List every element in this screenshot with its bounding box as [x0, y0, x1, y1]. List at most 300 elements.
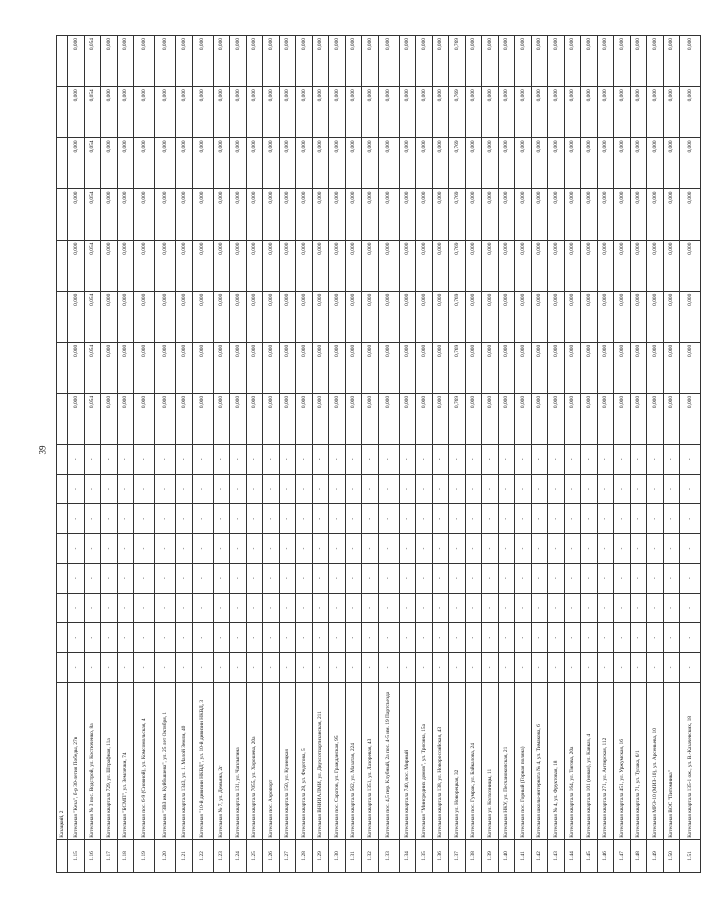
empty-cell	[57, 593, 68, 623]
empty-cell: -	[134, 653, 155, 683]
empty-cell: -	[680, 534, 701, 564]
value-cell: 0,769	[449, 189, 466, 240]
empty-cell: -	[515, 593, 532, 623]
empty-cell: -	[230, 653, 247, 683]
value-cell: 0,000	[134, 87, 155, 138]
row-number: 1.15	[68, 839, 85, 872]
empty-cell: -	[449, 563, 466, 593]
empty-cell: -	[498, 623, 515, 653]
empty-cell: -	[498, 593, 515, 623]
value-cell: 0,000	[548, 240, 565, 291]
value-cell: 0,000	[101, 36, 118, 87]
table-row	[498, 36, 515, 873]
value-cell: 0,000	[647, 36, 664, 87]
empty-cell: -	[176, 474, 193, 504]
value-cell: 0,000	[465, 240, 482, 291]
empty-cell: -	[279, 563, 296, 593]
empty-cell: -	[647, 474, 664, 504]
empty-cell: -	[630, 653, 647, 683]
value-cell: 0,000	[680, 342, 701, 393]
value-cell: 0,000	[68, 138, 85, 189]
empty-cell: -	[465, 445, 482, 475]
value-cell: 0,000	[230, 342, 247, 393]
value-cell: 0,000	[680, 393, 701, 444]
value-cell: 0,000	[378, 87, 399, 138]
empty-cell: -	[312, 623, 329, 653]
row-number: 1.36	[432, 839, 449, 872]
source-name: Котельная квартала 1343, ул. 1. Малой Земли, 40	[176, 682, 193, 839]
value-cell: 0,000	[482, 138, 499, 189]
empty-cell: -	[192, 534, 213, 564]
empty-cell: -	[378, 474, 399, 504]
value-cell: 0,000	[416, 342, 433, 393]
source-name: Котельная МРЭ-10 (МИЗ-10), ул. Арсеньева, 10	[647, 682, 664, 839]
source-name: Котельная № 7, ул. Демьяна, 2г	[213, 682, 230, 839]
value-cell: 0,000	[465, 87, 482, 138]
row-number: 1.22	[192, 839, 213, 872]
table-row	[564, 36, 581, 873]
table-row	[482, 36, 499, 873]
empty-cell: -	[134, 593, 155, 623]
empty-cell: -	[263, 623, 280, 653]
source-name: Котельная пос. Горный (Горная поляна)	[515, 682, 532, 839]
value-cell: 0,000	[176, 240, 193, 291]
value-cell: 0,000	[465, 189, 482, 240]
value-cell: 0,000	[581, 291, 598, 342]
value-cell: 0,000	[614, 138, 631, 189]
value-cell: 0,000	[548, 87, 565, 138]
empty-cell: -	[482, 623, 499, 653]
empty-cell: -	[581, 534, 598, 564]
empty-cell: -	[84, 563, 101, 593]
value-cell: 0,000	[279, 393, 296, 444]
empty-cell: -	[449, 653, 466, 683]
value-cell: 0,000	[515, 189, 532, 240]
row-number: 1.25	[246, 839, 263, 872]
value-cell: 0,000	[263, 87, 280, 138]
value-cell: 0,769	[449, 240, 466, 291]
value-cell: 0,000	[134, 189, 155, 240]
empty-cell: -	[213, 474, 230, 504]
value-cell: 0,054	[84, 240, 101, 291]
empty-cell: -	[345, 623, 362, 653]
value-cell: 0,000	[416, 393, 433, 444]
empty-cell: -	[279, 474, 296, 504]
empty-cell: -	[630, 623, 647, 653]
empty-cell: -	[482, 563, 499, 593]
value-cell: 0,000	[312, 342, 329, 393]
value-cell: 0,000	[614, 36, 631, 87]
value-cell: 0,000	[416, 36, 433, 87]
value-cell: 0,000	[399, 291, 416, 342]
value-cell: 0,000	[614, 291, 631, 342]
value-cell: 0,000	[68, 393, 85, 444]
value-cell	[57, 189, 68, 240]
value-cell: 0,000	[134, 240, 155, 291]
empty-cell: -	[482, 534, 499, 564]
row-number: 1.42	[531, 839, 548, 872]
empty-cell: -	[465, 653, 482, 683]
value-cell: 0,000	[597, 291, 614, 342]
table-row	[176, 36, 193, 873]
row-number: 1.21	[176, 839, 193, 872]
value-cell: 0,054	[84, 342, 101, 393]
value-cell: 0,000	[101, 393, 118, 444]
empty-cell: -	[362, 623, 379, 653]
value-cell: 0,000	[581, 240, 598, 291]
value-cell: 0,000	[263, 393, 280, 444]
empty-cell: -	[192, 653, 213, 683]
empty-cell: -	[155, 623, 176, 653]
empty-cell: -	[515, 534, 532, 564]
empty-cell: -	[564, 474, 581, 504]
value-cell: 0,000	[647, 87, 664, 138]
source-name: Котельная квартала 740, пос. Мирный	[399, 682, 416, 839]
source-name: Котельная квартала 135-1 ож., ул. В.-Казачевских, 18	[680, 682, 701, 839]
empty-cell: -	[680, 504, 701, 534]
value-cell: 0,000	[312, 36, 329, 87]
empty-cell: -	[329, 445, 346, 475]
value-cell	[57, 393, 68, 444]
empty-cell	[57, 504, 68, 534]
row-number: 1.31	[345, 839, 362, 872]
empty-cell: -	[329, 593, 346, 623]
value-cell: 0,000	[68, 36, 85, 87]
empty-cell: -	[614, 504, 631, 534]
empty-cell: -	[630, 474, 647, 504]
value-cell: 0,000	[614, 342, 631, 393]
value-cell: 0,000	[68, 342, 85, 393]
source-name: Котельная квартала 150, ул. Кузнецкая	[279, 682, 296, 839]
empty-cell: -	[614, 534, 631, 564]
source-name: Котельная № 3 пос. Водстрой, ул. Костюченко, 8а	[84, 682, 101, 839]
empty-cell: -	[399, 623, 416, 653]
empty-cell: -	[213, 623, 230, 653]
source-name: Котельная ул. Новорецкая, 32	[449, 682, 466, 839]
empty-cell: -	[548, 445, 565, 475]
empty-cell	[57, 653, 68, 683]
empty-cell: -	[581, 563, 598, 593]
value-cell: 0,000	[279, 87, 296, 138]
value-cell: 0,000	[345, 138, 362, 189]
value-cell: 0,000	[246, 87, 263, 138]
table-row	[345, 36, 362, 873]
empty-cell: -	[345, 653, 362, 683]
value-cell	[57, 342, 68, 393]
value-cell: 0,000	[176, 291, 193, 342]
empty-cell: -	[614, 563, 631, 593]
value-cell: 0,000	[597, 138, 614, 189]
empty-cell: -	[213, 445, 230, 475]
empty-cell: -	[614, 653, 631, 683]
table-row	[597, 36, 614, 873]
table-row	[362, 36, 379, 873]
empty-cell: -	[378, 623, 399, 653]
value-cell: 0,000	[663, 393, 680, 444]
empty-cell	[57, 563, 68, 593]
value-cell: 0,000	[213, 138, 230, 189]
value-cell: 0,769	[449, 291, 466, 342]
value-cell: 0,000	[663, 87, 680, 138]
value-cell: 0,000	[312, 138, 329, 189]
value-cell: 0,000	[263, 138, 280, 189]
empty-cell: -	[647, 534, 664, 564]
row-number: 1.46	[597, 839, 614, 872]
empty-cell: -	[680, 445, 701, 475]
empty-cell: -	[399, 653, 416, 683]
empty-cell: -	[155, 534, 176, 564]
empty-cell: -	[614, 445, 631, 475]
value-cell: 0,000	[614, 240, 631, 291]
empty-cell: -	[581, 474, 598, 504]
table-row	[263, 36, 280, 873]
value-cell: 0,000	[482, 291, 499, 342]
table-row	[614, 36, 631, 873]
empty-cell: -	[416, 593, 433, 623]
empty-cell: -	[597, 474, 614, 504]
value-cell: 0,054	[84, 189, 101, 240]
source-name: Котельная № 4, ул. Фруктовая, 18	[548, 682, 565, 839]
value-cell: 0,000	[378, 342, 399, 393]
empty-cell	[57, 534, 68, 564]
value-cell: 0,000	[378, 189, 399, 240]
empty-cell: -	[192, 445, 213, 475]
value-cell: 0,000	[345, 87, 362, 138]
empty-cell: -	[68, 563, 85, 593]
empty-cell: -	[101, 445, 118, 475]
source-name: Котельная ул. Колхозницы, 11	[482, 682, 499, 839]
value-cell: 0,000	[155, 240, 176, 291]
value-cell: 0,000	[465, 36, 482, 87]
value-cell: 0,000	[176, 393, 193, 444]
table-row	[296, 36, 313, 873]
empty-cell: -	[399, 504, 416, 534]
value-cell: 0,000	[213, 87, 230, 138]
empty-cell: -	[176, 623, 193, 653]
source-name: Котельная НКУ, ул. Песчанокопская, 21	[498, 682, 515, 839]
empty-cell: -	[647, 504, 664, 534]
value-cell: 0,000	[581, 87, 598, 138]
empty-cell: -	[101, 653, 118, 683]
value-cell: 0,000	[482, 189, 499, 240]
value-cell: 0,000	[614, 393, 631, 444]
value-cell: 0,000	[230, 87, 247, 138]
value-cell: 0,000	[630, 87, 647, 138]
row-number: 1.40	[498, 839, 515, 872]
empty-cell: -	[597, 534, 614, 564]
value-cell: 0,000	[399, 342, 416, 393]
row-number: 1.29	[312, 839, 329, 872]
value-cell: 0,000	[329, 240, 346, 291]
empty-cell: -	[134, 504, 155, 534]
empty-cell: -	[192, 474, 213, 504]
empty-cell: -	[296, 504, 313, 534]
value-cell: 0,000	[630, 393, 647, 444]
empty-cell: -	[614, 474, 631, 504]
value-cell: 0,000	[134, 138, 155, 189]
value-cell: 0,000	[630, 291, 647, 342]
empty-cell: -	[531, 653, 548, 683]
empty-cell: -	[117, 445, 134, 475]
value-cell: 0,000	[246, 240, 263, 291]
empty-cell: -	[465, 504, 482, 534]
empty-cell: -	[134, 534, 155, 564]
empty-cell: -	[312, 534, 329, 564]
value-cell: 0,000	[296, 240, 313, 291]
row-number: 1.32	[362, 839, 379, 872]
empty-cell: -	[68, 474, 85, 504]
value-cell: 0,000	[630, 36, 647, 87]
value-cell: 0,000	[101, 189, 118, 240]
empty-cell: -	[498, 504, 515, 534]
table-row	[378, 36, 399, 873]
value-cell: 0,000	[213, 342, 230, 393]
empty-cell: -	[378, 504, 399, 534]
value-cell: 0,000	[230, 36, 247, 87]
empty-cell: -	[515, 474, 532, 504]
empty-cell: -	[564, 593, 581, 623]
row-number: 1.24	[230, 839, 247, 872]
value-cell: 0,000	[246, 393, 263, 444]
empty-cell: -	[155, 653, 176, 683]
empty-cell: -	[263, 534, 280, 564]
source-name: Котельная пос. 6-9 (Сновной), ул. Комсомольская, 4	[134, 682, 155, 839]
value-cell: 0,000	[581, 342, 598, 393]
empty-cell: -	[432, 653, 449, 683]
value-cell: 0,000	[312, 393, 329, 444]
table-row	[449, 36, 466, 873]
empty-cell: -	[176, 653, 193, 683]
value-cell: 0,000	[230, 393, 247, 444]
value-cell: 0,000	[213, 36, 230, 87]
empty-cell: -	[246, 534, 263, 564]
empty-cell: -	[312, 474, 329, 504]
value-cell: 0,769	[449, 36, 466, 87]
value-cell: 0,000	[362, 240, 379, 291]
value-cell: 0,000	[378, 240, 399, 291]
source-name: Котельная квартала 101 (новая), ул. Кавказ, 4	[581, 682, 598, 839]
value-cell: 0,000	[482, 87, 499, 138]
value-cell: 0,000	[498, 240, 515, 291]
value-cell: 0,000	[192, 393, 213, 444]
table-row	[399, 36, 416, 873]
empty-cell: -	[263, 593, 280, 623]
empty-cell: -	[564, 504, 581, 534]
value-cell: 0,000	[176, 189, 193, 240]
empty-cell: -	[176, 563, 193, 593]
empty-cell: -	[230, 504, 247, 534]
row-number: 1.30	[329, 839, 346, 872]
empty-cell: -	[117, 474, 134, 504]
value-cell: 0,000	[647, 393, 664, 444]
row-number: 1.48	[630, 839, 647, 872]
value-cell: 0,000	[155, 138, 176, 189]
empty-cell: -	[564, 534, 581, 564]
value-cell: 0,000	[378, 138, 399, 189]
empty-cell: -	[296, 474, 313, 504]
value-cell: 0,000	[101, 342, 118, 393]
empty-cell: -	[378, 653, 399, 683]
empty-cell: -	[416, 474, 433, 504]
empty-cell: -	[482, 504, 499, 534]
value-cell: 0,000	[531, 342, 548, 393]
empty-cell: -	[531, 563, 548, 593]
value-cell: 0,000	[630, 138, 647, 189]
value-cell: 0,000	[192, 36, 213, 87]
empty-cell: -	[329, 653, 346, 683]
value-cell: 0,000	[192, 291, 213, 342]
empty-cell: -	[213, 504, 230, 534]
empty-cell: -	[329, 534, 346, 564]
value-cell: 0,000	[515, 138, 532, 189]
source-name: Казацкий, 2	[57, 682, 68, 839]
empty-cell: -	[416, 653, 433, 683]
value-cell: 0,000	[296, 189, 313, 240]
value-cell: 0,000	[548, 393, 565, 444]
empty-cell: -	[329, 563, 346, 593]
value-cell: 0,000	[564, 189, 581, 240]
empty-cell: -	[345, 563, 362, 593]
table-row	[279, 36, 296, 873]
value-cell: 0,000	[564, 240, 581, 291]
value-cell: 0,000	[329, 36, 346, 87]
empty-cell: -	[68, 593, 85, 623]
value-cell: 0,000	[548, 138, 565, 189]
value-cell: 0,000	[515, 240, 532, 291]
value-cell: 0,000	[597, 393, 614, 444]
value-cell: 0,000	[279, 240, 296, 291]
empty-cell: -	[680, 474, 701, 504]
table-row	[117, 36, 134, 873]
table-row	[101, 36, 118, 873]
row-number: 1.50	[663, 839, 680, 872]
empty-cell: -	[279, 593, 296, 623]
value-cell: 0,000	[329, 138, 346, 189]
empty-cell: -	[465, 623, 482, 653]
value-cell: 0,000	[329, 189, 346, 240]
value-cell: 0,000	[614, 87, 631, 138]
empty-cell: -	[192, 563, 213, 593]
value-cell: 0,000	[296, 87, 313, 138]
source-name: Котельная квартала 164, ул. Тигова, 20а	[564, 682, 581, 839]
empty-cell: -	[329, 474, 346, 504]
value-cell: 0,054	[84, 393, 101, 444]
table-row	[647, 36, 664, 873]
value-cell: 0,000	[68, 189, 85, 240]
value-cell: 0,000	[498, 291, 515, 342]
empty-cell: -	[84, 534, 101, 564]
value-cell: 0,000	[564, 291, 581, 342]
value-cell: 0,000	[230, 189, 247, 240]
value-cell: 0,000	[117, 240, 134, 291]
empty-cell: -	[498, 534, 515, 564]
empty-cell: -	[263, 563, 280, 593]
row-number: 1.23	[213, 839, 230, 872]
empty-cell: -	[597, 445, 614, 475]
row-number: 1.17	[101, 839, 118, 872]
row-number: 1.49	[647, 839, 664, 872]
value-cell: 0,000	[597, 189, 614, 240]
empty-cell: -	[134, 445, 155, 475]
empty-cell: -	[101, 504, 118, 534]
empty-cell: -	[399, 563, 416, 593]
value-cell: 0,000	[362, 189, 379, 240]
empty-cell: -	[581, 504, 598, 534]
empty-cell: -	[117, 534, 134, 564]
table-row	[155, 36, 176, 873]
value-cell: 0,000	[515, 393, 532, 444]
empty-cell: -	[101, 623, 118, 653]
